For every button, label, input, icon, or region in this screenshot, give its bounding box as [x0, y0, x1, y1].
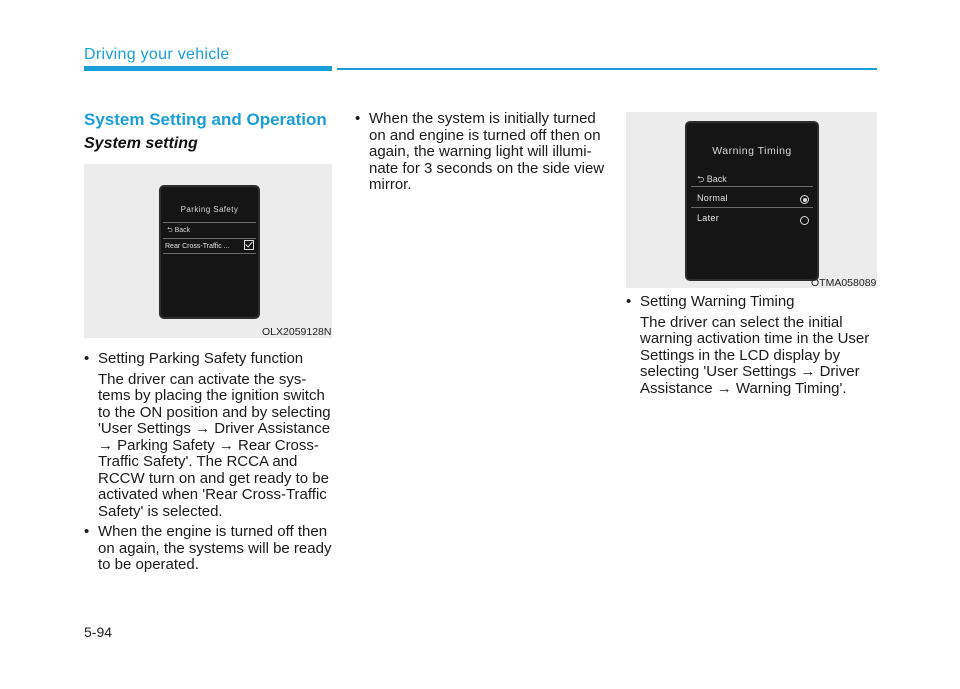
bullet-engine-restart	[84, 524, 334, 574]
text-line: The driver can activate the sys-	[98, 370, 307, 388]
figure-caption: OLX2059128N	[262, 326, 332, 338]
text-line: activated when 'Rear Cross-Traffic	[98, 486, 327, 503]
text-line: Settings in the LCD display by	[640, 346, 841, 364]
lcd-parking-safety	[159, 185, 260, 319]
checkbox-checked-icon	[244, 240, 254, 250]
lcd-back-label: Back	[706, 174, 727, 184]
text-line: on and engine is turned off then on	[369, 126, 601, 144]
left-text	[84, 351, 334, 574]
lcd-divider	[691, 186, 813, 187]
lcd-divider	[691, 207, 813, 208]
lcd-back	[167, 226, 190, 237]
lcd-divider	[163, 253, 256, 254]
text-line: on again, the systems will be ready	[98, 539, 332, 557]
text-line: The driver can select the initial	[640, 313, 843, 331]
radio-selected-icon	[800, 195, 809, 204]
lcd-back-label: Back	[174, 227, 191, 234]
lcd-title: Warning Timing	[712, 145, 792, 157]
text-line: nate for 3 seconds on the side view	[369, 159, 605, 177]
text-line: Assistance → Warning Timing'.	[640, 379, 847, 397]
text-line: → Parking Safety → Rear Cross-	[98, 436, 319, 454]
text-line: 'User Settings → Driver Assistance	[98, 420, 331, 437]
bullet-setting-parking-safety: • Setting Parking Safety function	[84, 351, 334, 368]
header-rule-thick	[84, 66, 332, 71]
lcd-warning-timing	[685, 121, 819, 281]
lcd-option-normal: Normal	[697, 193, 728, 203]
page-number: 5-94	[84, 624, 113, 640]
lcd-divider	[163, 238, 256, 239]
radio-unselected-icon	[800, 216, 809, 225]
text-line: warning activation time in the User	[640, 330, 870, 347]
lcd-item-rear-cross-traffic: Rear Cross-Traffic ...	[165, 243, 230, 250]
text-line: Traffic Safety'. The RCCA and	[98, 453, 298, 470]
back-arrow-icon: ⮌	[167, 227, 173, 234]
figure-caption: OTMA058089	[811, 277, 877, 289]
text-line: mirror.	[369, 176, 412, 193]
bullet-setting-warning-timing: • Setting Warning Timing	[626, 294, 878, 311]
text-line: RCCW turn on and get ready to be	[98, 469, 329, 487]
text-line: • When the system is initially turned	[369, 110, 596, 127]
section-title: System Setting and Operation	[84, 110, 327, 129]
right-text	[626, 294, 878, 397]
text-line: Safety' is selected.	[98, 502, 223, 520]
lcd-divider	[163, 222, 256, 223]
text-line: selecting 'User Settings → Driver	[640, 363, 860, 380]
text-line: tems by placing the ignition switch	[98, 387, 325, 404]
text-line: • When the engine is turned off then	[98, 523, 328, 540]
header-rule-thin	[337, 68, 877, 70]
lcd-title: Parking Safety	[180, 205, 239, 214]
section-subtitle: System setting	[84, 135, 198, 152]
bullet-warning-light	[355, 111, 605, 194]
back-arrow-icon: ⮌	[697, 174, 705, 184]
parking-safety-description	[84, 372, 334, 521]
middle-text	[355, 111, 605, 194]
text-line: to be operated.	[98, 556, 199, 573]
text-line: to the ON position and by selecting	[98, 403, 331, 421]
section-header: Driving your vehicle	[84, 46, 230, 63]
warning-timing-description	[626, 315, 878, 398]
lcd-option-later: Later	[697, 213, 720, 223]
text-line: again, the warning light will illumi-	[369, 143, 592, 160]
